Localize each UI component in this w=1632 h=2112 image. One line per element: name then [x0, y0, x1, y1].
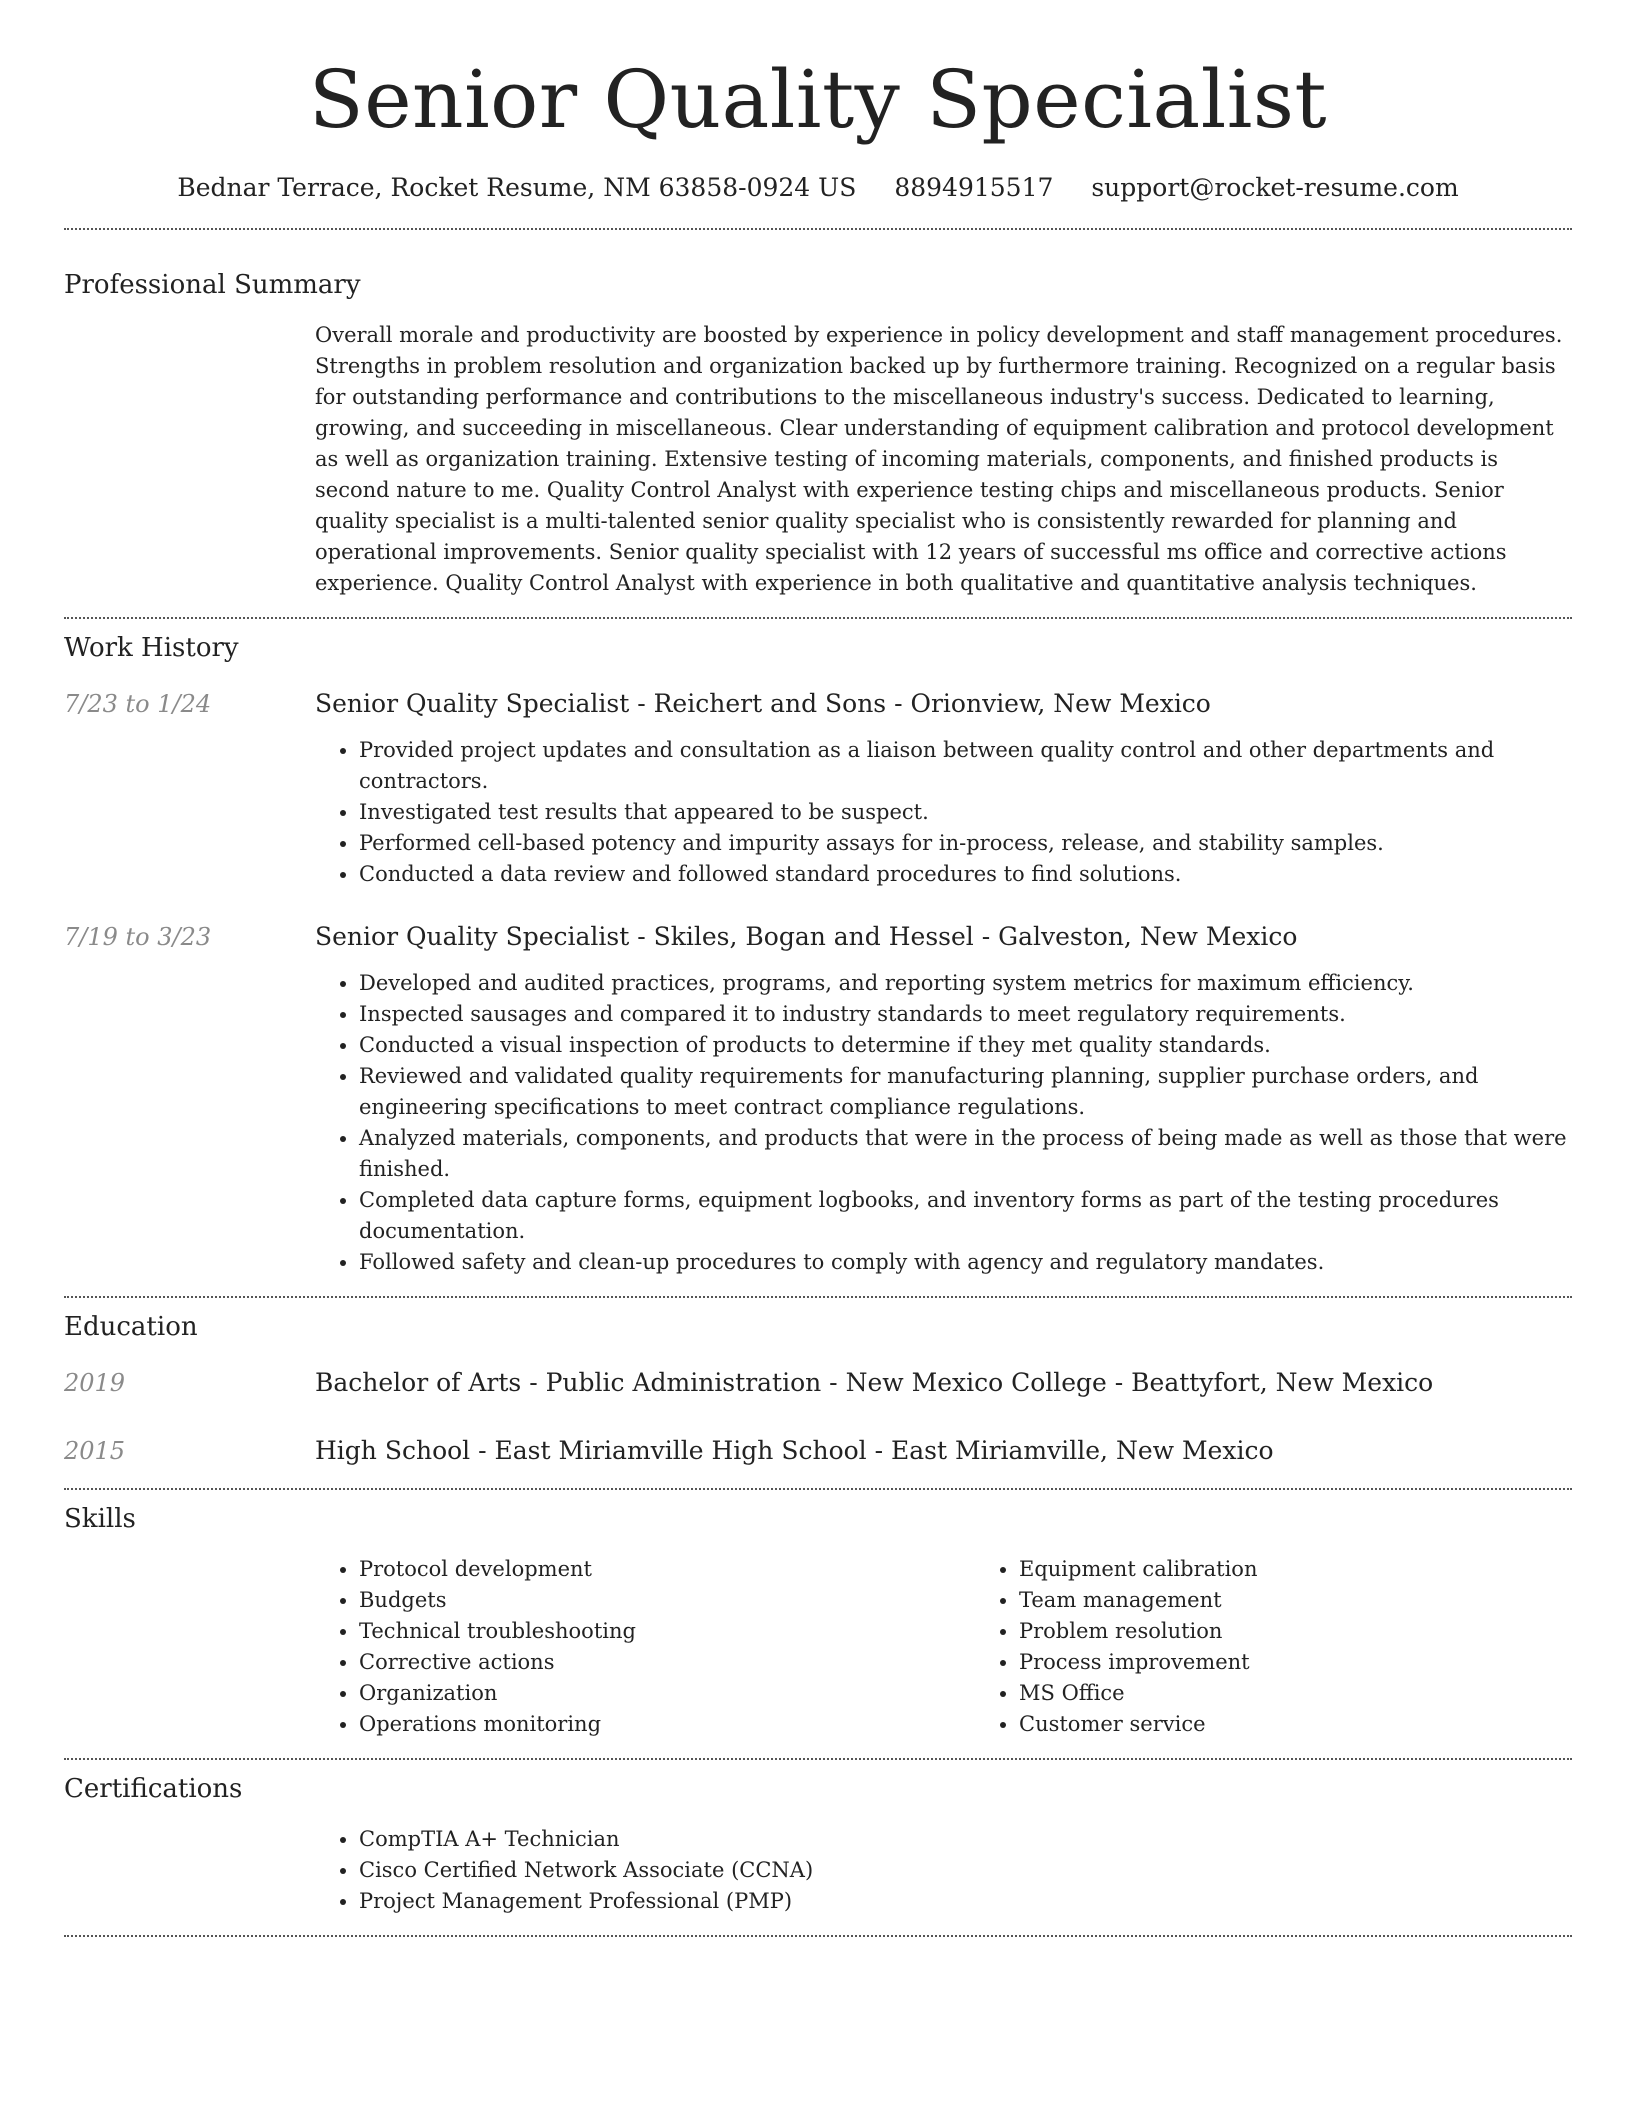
divider [64, 1296, 1572, 1298]
job-bullet: • Reviewed and validated quality requirements for manufacturing planning, supplier purchase orders, and engineering specifications to meet contract compliance regulations. [359, 1061, 1572, 1123]
job-bullet: • Completed data capture forms, equipment logbooks, and inventory forms as part of the testing procedures documentation. [359, 1185, 1572, 1247]
skills-list-left [315, 1554, 975, 1740]
contact-phone: 8894915517 [894, 173, 1054, 202]
job-bullet: • Developed and audited practices, programs, and reporting system metrics for maximum efficiency. [359, 968, 1572, 999]
skills-list-right [975, 1554, 1632, 1740]
job-bullet: • Investigated test results that appeared to be suspect. [359, 797, 1572, 828]
job-bullet: • Conducted a visual inspection of products to determine if they met quality standards. [359, 1030, 1572, 1061]
job-bullet: • Performed cell-based potency and impurity assays for in-process, release, and stability samples. [359, 828, 1572, 859]
skill-item: • Budgets [359, 1585, 975, 1616]
job-bullets [315, 735, 1572, 890]
divider [64, 1488, 1572, 1490]
skill-item: • Operations monitoring [359, 1709, 975, 1740]
summary-section [315, 320, 1572, 599]
certifications-section [315, 1824, 1572, 1917]
skill-item: • Process improvement [1019, 1647, 1632, 1678]
summary-text: Overall morale and productivity are boosted by experience in policy development and staff management procedures. Strengths in problem resolution and organization backed up by furthermore training. Recognized on a regular basis for outstanding performance and contributions to the miscellaneous industry's success. Dedicated to learning, growing, and succeeding in miscellaneous. Clear understanding of equipment calibration and protocol development as well as organization training. Extensive testing of incoming materials, components, and finished products is second nature to me. Quality Control Analyst with experience testing chips and miscellaneous products. Senior quality specialist is a multi-talented senior quality specialist who is consistently rewarded for planning and operational improvements. Senior quality specialist with 12 years of successful ms office and corrective actions experience. Quality Control Analyst with experience in both qualitative and quantitative analysis techniques. [315, 323, 1563, 595]
education-year: 2019 [64, 1369, 126, 1397]
resume-title: Senior Quality Specialist [308, 53, 1328, 146]
skill-item: • Protocol development [359, 1554, 975, 1585]
contact-email: support@rocket-resume.com [1091, 173, 1459, 202]
certification-item: • Project Management Professional (PMP) [359, 1886, 1572, 1917]
skills-section [315, 1554, 1572, 1740]
contact-line [64, 170, 1572, 206]
skill-item: • MS Office [1019, 1678, 1632, 1709]
education-entry [64, 1366, 1572, 1400]
divider [64, 1758, 1572, 1760]
job-bullet: • Inspected sausages and compared it to industry standards to meet regulatory requirements. [359, 999, 1572, 1030]
section-title-work: Work History [64, 633, 239, 663]
skill-item: • Equipment calibration [1019, 1554, 1632, 1585]
certification-item: • Cisco Certified Network Associate (CCNA) [359, 1855, 1572, 1886]
section-title-education: Education [64, 1312, 198, 1342]
job-bullets [315, 968, 1572, 1278]
contact-address: Bednar Terrace, Rocket Resume, NM 63858-0924 US [177, 173, 857, 202]
job-entry [64, 920, 1572, 1278]
section-title-certifications: Certifications [64, 1774, 243, 1804]
job-dates: 7/19 to 3/23 [64, 923, 212, 951]
job-dates: 7/23 to 1/24 [64, 690, 212, 718]
education-heading: High School - East Miriamville High School - East Miriamville, New Mexico [315, 1436, 1274, 1465]
skill-item: • Corrective actions [359, 1647, 975, 1678]
job-heading: Senior Quality Specialist - Skiles, Bogan and Hessel - Galveston, New Mexico [315, 922, 1298, 951]
job-bullet: • Analyzed materials, components, and products that were in the process of being made as well as those that were finished. [359, 1123, 1572, 1185]
divider [64, 617, 1572, 619]
job-heading: Senior Quality Specialist - Reichert and Sons - Orionview, New Mexico [315, 689, 1211, 718]
education-heading: Bachelor of Arts - Public Administration - New Mexico College - Beattyfort, New Mexico [315, 1368, 1434, 1397]
divider [64, 1935, 1572, 1937]
divider [64, 228, 1572, 230]
skill-item: • Problem resolution [1019, 1616, 1632, 1647]
job-bullet: • Provided project updates and consultation as a liaison between quality control and other departments and contractors. [359, 735, 1572, 797]
certifications-list [315, 1824, 1572, 1917]
skill-item: • Organization [359, 1678, 975, 1709]
certification-item: • CompTIA A+ Technician [359, 1824, 1572, 1855]
education-entry [64, 1434, 1572, 1468]
job-entry [64, 687, 1572, 890]
resume-page [64, 0, 1572, 1937]
section-title-skills: Skills [64, 1504, 136, 1534]
skill-item: • Customer service [1019, 1709, 1632, 1740]
section-title-summary: Professional Summary [64, 270, 361, 300]
job-bullet: • Conducted a data review and followed standard procedures to find solutions. [359, 859, 1572, 890]
skill-item: • Team management [1019, 1585, 1632, 1616]
job-bullet: • Followed safety and clean-up procedures to comply with agency and regulatory mandates. [359, 1247, 1572, 1278]
education-year: 2015 [64, 1437, 126, 1465]
skill-item: • Technical troubleshooting [359, 1616, 975, 1647]
